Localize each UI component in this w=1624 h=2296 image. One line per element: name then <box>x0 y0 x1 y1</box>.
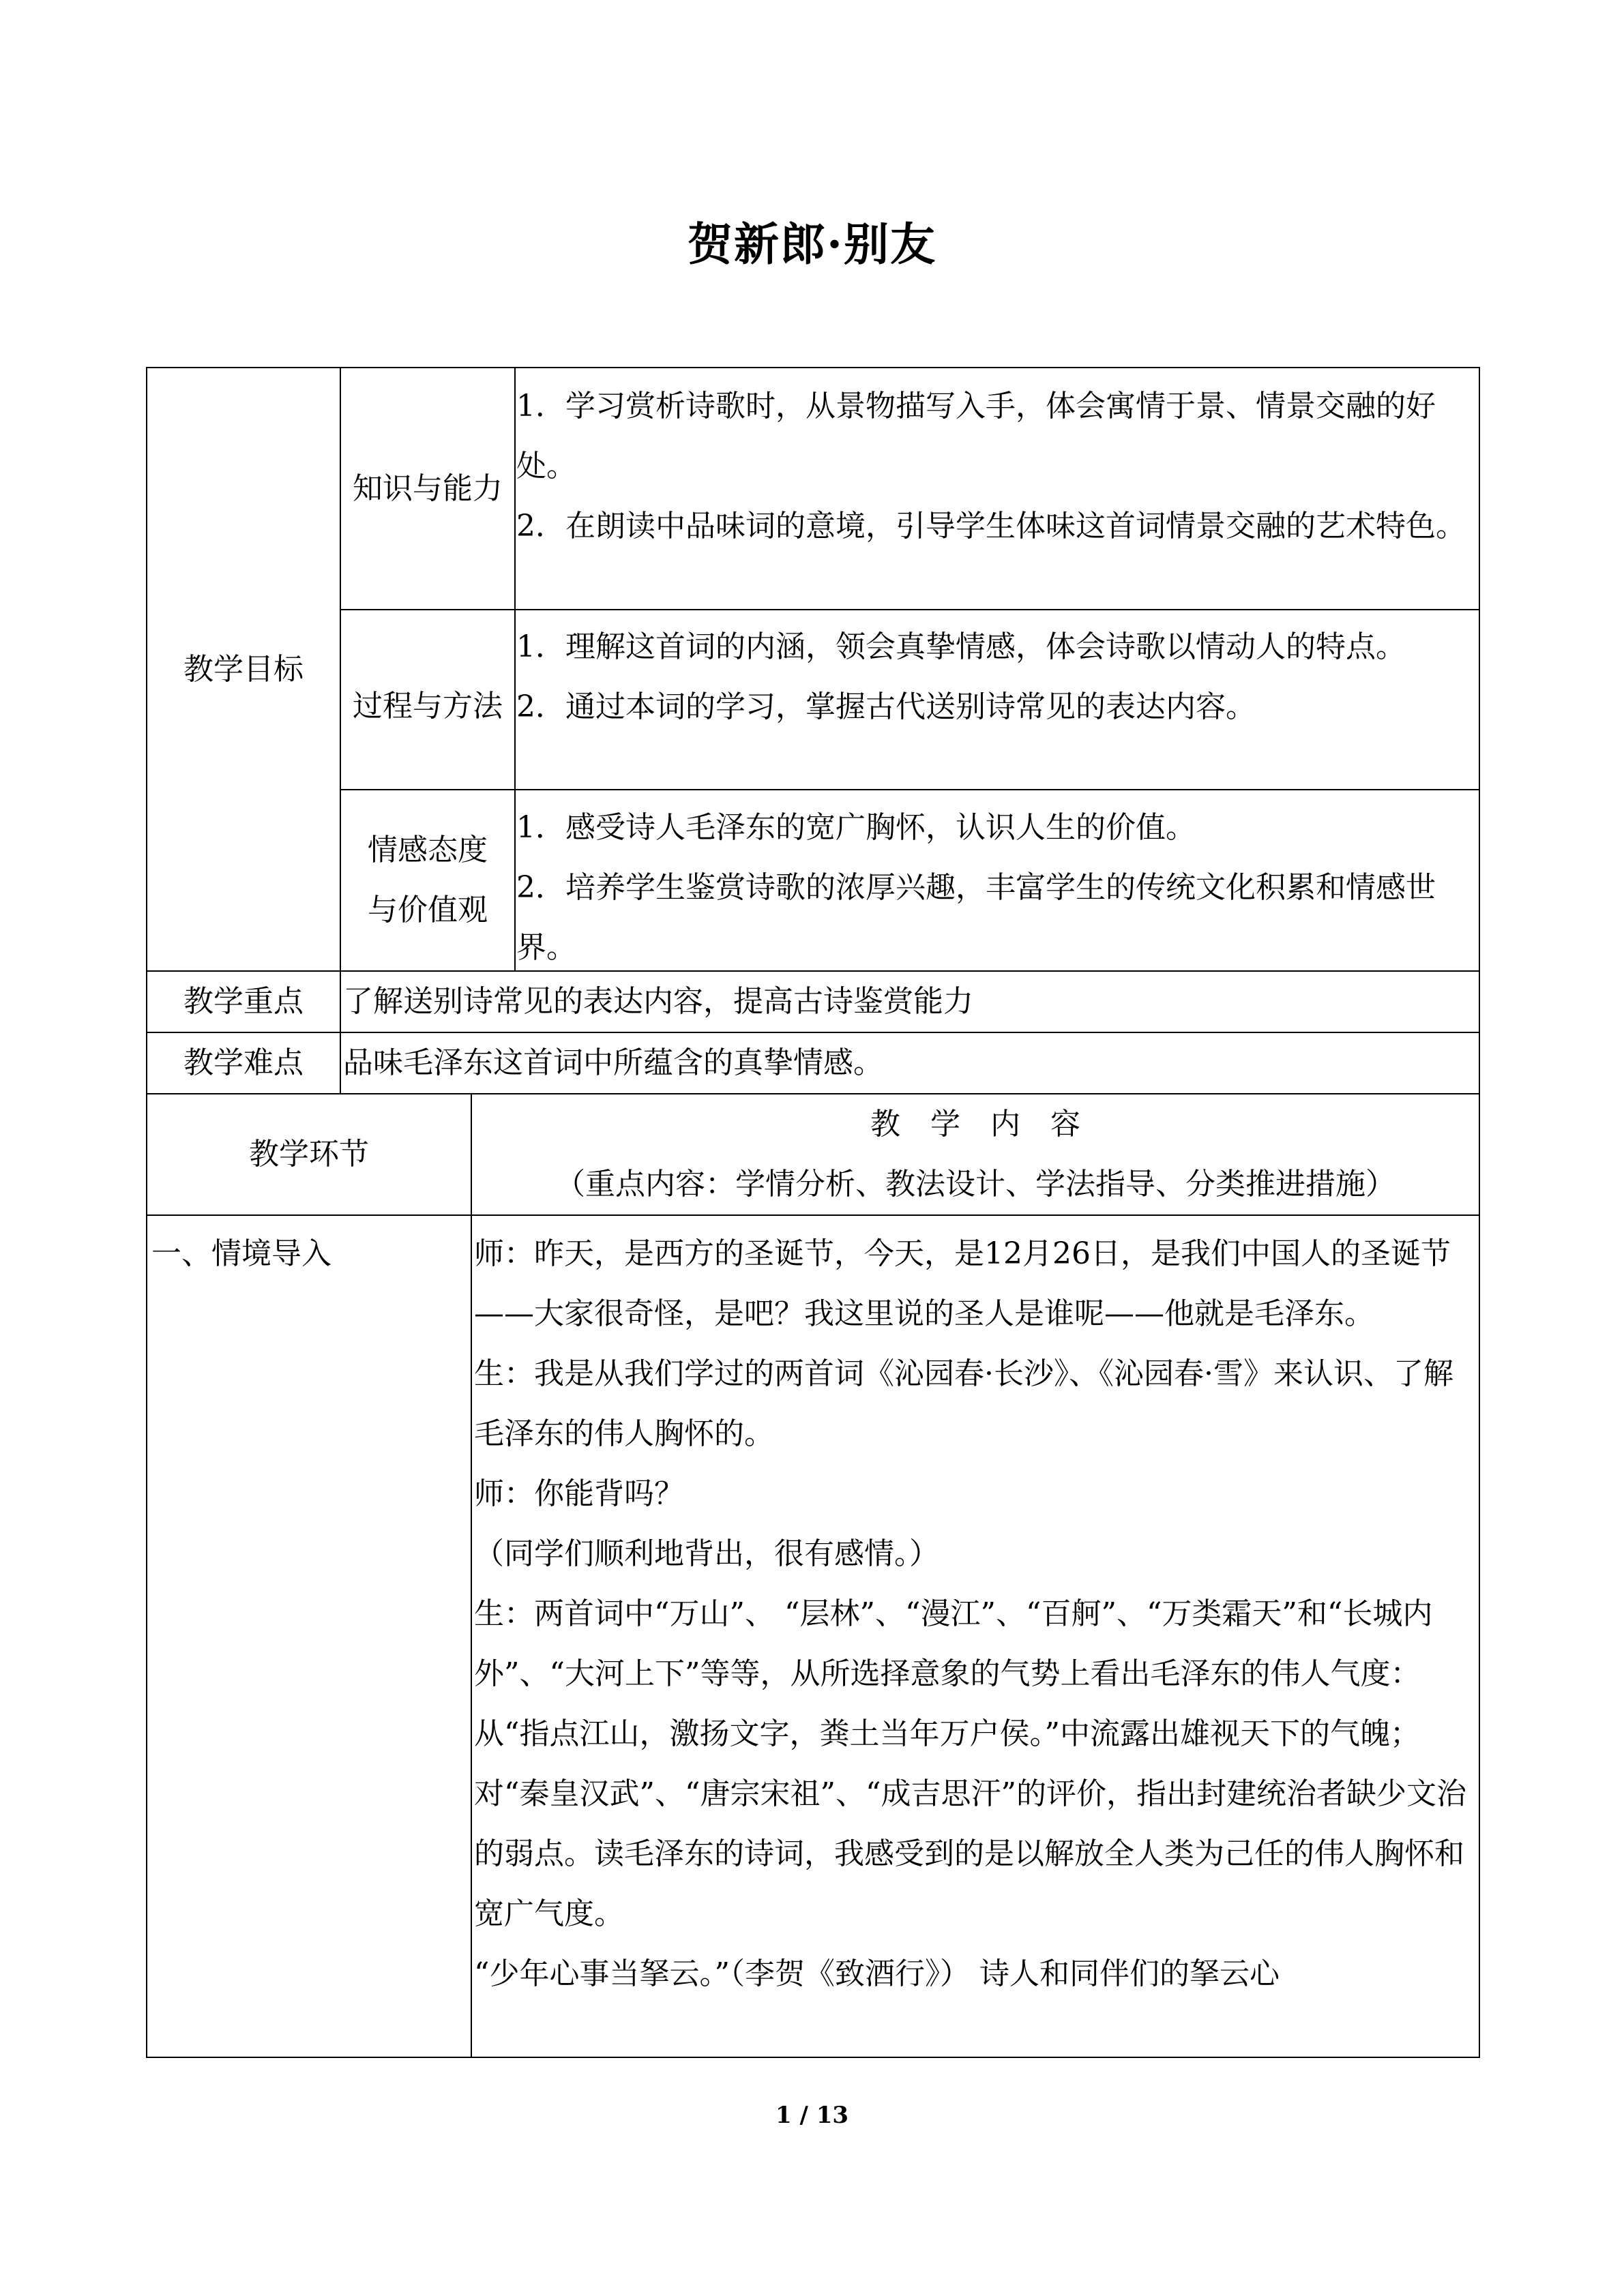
objective-item: 2．培养学生鉴赏诗歌的浓厚兴趣，丰富学生的传统文化积累和情感世界。 <box>516 870 1436 965</box>
knowledge-ability-label: 知识与能力 <box>353 471 503 506</box>
grid-line <box>146 1214 1480 1216</box>
emotion-values-content <box>516 798 1475 978</box>
dialogue-paragraph: 师：昨天，是西方的圣诞节，今天，是12月26日，是我们中国人的圣诞节——大家很奇怪，是吧？我这里说的圣人是谁呢——他就是毛泽东。 <box>474 1236 1451 1331</box>
emotion-values-label-line2: 与价值观 <box>368 893 488 927</box>
knowledge-ability-content <box>516 376 1475 556</box>
section-column-header: 教学环节 <box>249 1137 369 1172</box>
content-header-subtitle: （重点内容：学情分析、教法设计、学法指导、分类推进措施） <box>555 1167 1396 1202</box>
objective-item: 1．学习赏析诗歌时，从景物描写入手，体会寓情于景、情景交融的好处。 <box>516 389 1436 483</box>
dialogue-paragraph: “少年心事当拏云。”（李贺《致酒行》） 诗人和同伴们的拏云心 <box>474 1956 1280 1991</box>
dialogue-paragraph: 生：两首词中“万山”、 “层林”、“漫江”、“百舸”、“万类霜天”和“长城内外”、“大河上下”等等，从所选择意象的气势上看出毛泽东的伟人气度：从“指点江山，激扬文字，粪土当年万户侯。”中流露出雄视天下的气魄；对“秦皇汉武”、“唐宗宋祖”、“成吉思汗”的评价，指出封建统治者缺少文治的弱点。读毛泽东的诗词，我感受到的是以解放全人类为己任的伟人胸怀和宽广气度。 <box>474 1596 1466 1931</box>
objective-item: 2．在朗读中品味词的意境，引导学生体味这首词情景交融的艺术特色。 <box>516 509 1466 543</box>
emotion-values-label <box>341 790 514 970</box>
difficulty-label: 教学难点 <box>183 1045 304 1080</box>
grid-line <box>471 1093 472 2058</box>
page-number: 1 / 13 <box>775 2102 849 2129</box>
emotion-values-label-line1: 情感态度 <box>368 833 488 867</box>
dialogue-paragraph: （同学们顺利地背出，很有感情。） <box>474 1536 939 1571</box>
content-header-title: 教 学 内 容 <box>870 1107 1080 1142</box>
section-intro-label: 一、情境导入 <box>151 1236 331 1271</box>
key-point-label: 教学重点 <box>183 984 304 1019</box>
difficulty-text: 品味毛泽东这首词中所蕴含的真挚情感。 <box>343 1045 883 1080</box>
objective-item: 1．理解这首词的内涵，领会真挚情感，体会诗歌以情动人的特点。 <box>516 629 1406 664</box>
dialogue-paragraph: 生：我是从我们学过的两首词《沁园春·长沙》、《沁园春·雪》来认识、了解毛泽东的伟人胸怀的。 <box>474 1356 1453 1451</box>
section-intro-content <box>474 1224 1475 2004</box>
process-method-content <box>516 617 1475 737</box>
content-column-header <box>472 1094 1479 1214</box>
objectives-label: 教学目标 <box>183 651 304 687</box>
process-method-label: 过程与方法 <box>353 689 503 724</box>
objective-item: 2．通过本词的学习，掌握古代送别诗常见的表达内容。 <box>516 689 1256 724</box>
page-title: 贺新郎·别友 <box>688 218 936 271</box>
key-point-text: 了解送别诗常见的表达内容，提高古诗鉴赏能力 <box>343 984 973 1019</box>
dialogue-paragraph: 师：你能背吗？ <box>474 1476 684 1511</box>
grid-line <box>514 367 516 970</box>
objective-item: 1．感受诗人毛泽东的宽广胸怀，认识人生的价值。 <box>516 810 1196 845</box>
